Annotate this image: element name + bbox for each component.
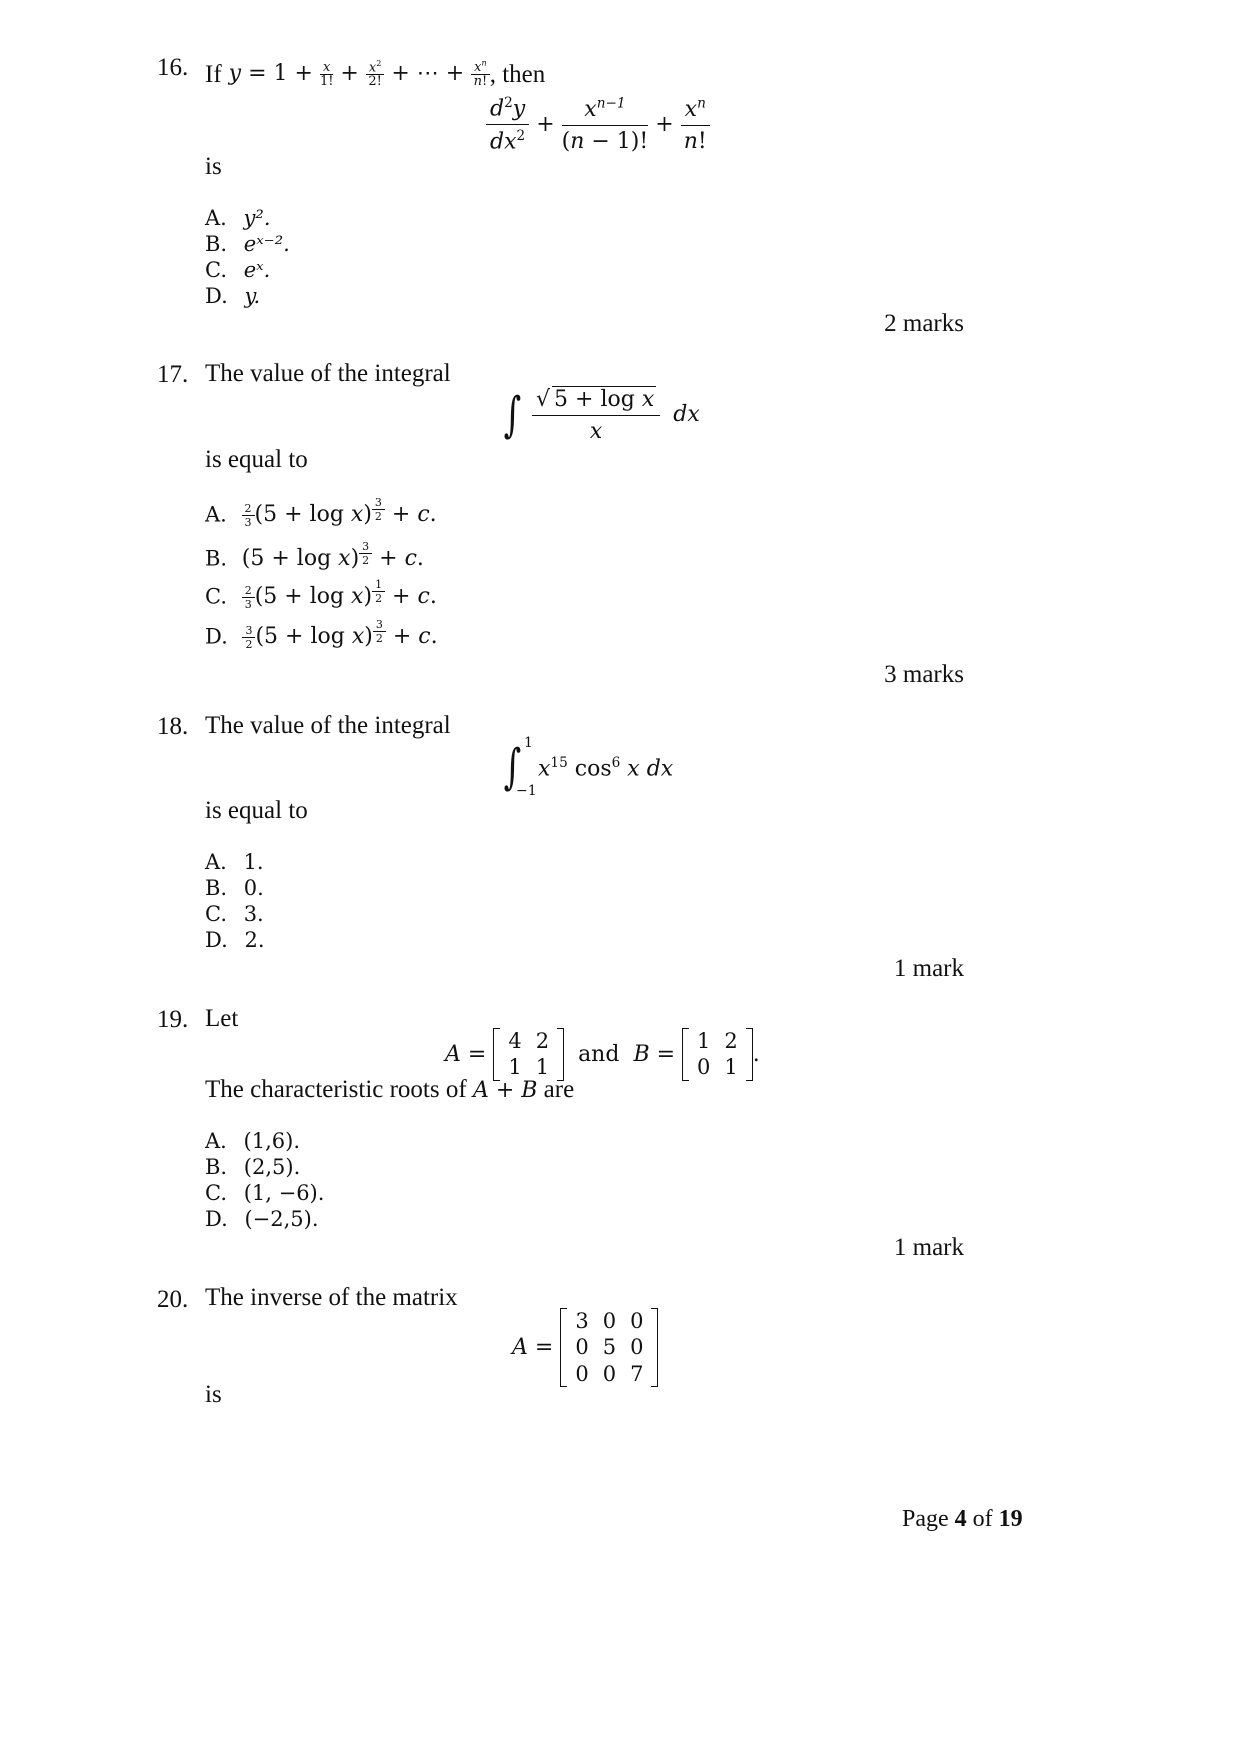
question-19-stem: Let — [205, 1005, 239, 1032]
question-19-matrices: A = 4 2 1 1 and B = 1 2 0 1 . — [445, 1029, 760, 1080]
question-19-number: 19. — [157, 1006, 189, 1033]
question-18-option-b[interactable] — [205, 876, 264, 900]
option-text: 2. — [244, 928, 265, 952]
question-19-stem-tail: The characteristic roots of A + B are — [205, 1076, 575, 1103]
integral-lower-limit: −1 — [516, 783, 537, 799]
question-18-marks: 1 mark — [893, 955, 964, 982]
matrix-a: 3 0 0 0 5 0 0 0 7 — [560, 1308, 658, 1387]
option-text: (−2,5). — [244, 1207, 319, 1231]
question-17-stem-tail: is equal to — [205, 446, 308, 473]
matrix-b: 1 2 0 1 — [682, 1028, 753, 1081]
question-17-option-a[interactable] — [205, 496, 437, 529]
option-text: eˣ. — [243, 258, 271, 282]
question-16-if: If — [205, 60, 222, 88]
question-19-option-c[interactable] — [205, 1181, 324, 1205]
question-19-option-d[interactable] — [205, 1207, 319, 1231]
option-letter: C. — [205, 1181, 227, 1205]
option-text: 1. — [243, 850, 264, 874]
question-18-option-a[interactable] — [205, 850, 264, 874]
question-17-option-d[interactable] — [205, 618, 438, 651]
and-word: and — [578, 1041, 620, 1067]
question-20-number: 20. — [157, 1286, 189, 1313]
option-letter: D. — [205, 928, 228, 952]
question-19-option-b[interactable] — [205, 1155, 300, 1179]
option-letter: B. — [205, 1155, 228, 1179]
question-16-then: , then — [489, 60, 546, 88]
option-letter: A. — [205, 502, 227, 527]
question-17-stem: The value of the integral — [205, 360, 451, 387]
question-18-stem: The value of the integral — [205, 712, 451, 739]
question-20-matrix: A = 3 0 0 0 5 0 0 0 7 — [512, 1308, 658, 1387]
question-20-stem-tail: is — [205, 1381, 222, 1408]
option-letter: C. — [205, 902, 227, 926]
question-16-option-b[interactable] — [205, 232, 290, 256]
question-17-marks: 3 marks — [884, 661, 964, 688]
integral-sign-icon: ∫ — [503, 739, 522, 795]
option-text: (1,6). — [243, 1129, 300, 1153]
question-17-integral: ∫ $\frac{\text{√ 5 + log x}}{x}$ dx — [503, 387, 700, 444]
question-17-number: 17. — [157, 361, 189, 388]
question-16-option-c[interactable] — [205, 258, 270, 282]
option-letter: A. — [205, 206, 227, 230]
question-19-option-a[interactable] — [205, 1129, 300, 1153]
question-18-option-c[interactable] — [205, 902, 264, 926]
matrix-a: 4 2 1 1 — [493, 1028, 564, 1081]
integral-upper-limit: 1 — [524, 735, 533, 751]
option-text: $\frac{2}{3}$ (5 + log x) $^{\frac{3}{2}}$ + c. — [242, 502, 437, 527]
integral-sign-icon: ∫ — [503, 387, 522, 443]
option-letter: A. — [205, 850, 227, 874]
question-16-stem-tail: is — [205, 153, 222, 180]
option-text: 3. — [243, 902, 264, 926]
option-text: (2,5). — [243, 1155, 301, 1179]
option-text: $\frac{3}{2}$ (5 + log x) $^{\frac{3}{2}}$ + c. — [242, 624, 437, 649]
question-16-option-a[interactable] — [205, 206, 271, 230]
option-letter: D. — [205, 284, 228, 308]
question-17-option-b[interactable] — [205, 540, 424, 571]
question-16-marks: 2 marks — [884, 310, 964, 337]
question-19-marks: 1 mark — [893, 1234, 964, 1261]
question-16-number: 16. — [157, 54, 189, 81]
option-letter: B. — [205, 876, 228, 900]
question-16-option-d[interactable] — [205, 284, 260, 308]
question-18-option-d[interactable] — [205, 928, 265, 952]
question-17-option-c[interactable] — [205, 578, 437, 611]
option-text: eˣ⁻². — [243, 232, 290, 256]
option-letter: D. — [205, 624, 228, 649]
option-letter: D. — [205, 1207, 228, 1231]
page-number: Page 4 of 19 — [902, 1506, 1023, 1532]
option-letter: C. — [205, 584, 227, 609]
option-text: y. — [244, 284, 261, 308]
option-text: 0. — [243, 876, 264, 900]
option-letter: B. — [205, 232, 228, 256]
question-16-series: y = 1 + $\frac{x}{1!}$ + $\frac{x^2}{2!}$ + ⋯ + $\frac{x^n}{n!}$ — [229, 60, 490, 88]
option-text: (5 + log x) $^{\frac{3}{2}}$ + c. — [241, 540, 424, 572]
question-18-number: 18. — [157, 713, 189, 740]
option-text: (1, −6). — [243, 1181, 325, 1205]
question-18-stem-tail: is equal to — [205, 797, 308, 824]
option-text: $\frac{2}{3}$ (5 + log x) $^{\frac{1}{2}}$ + c. — [242, 584, 437, 609]
question-20-stem: The inverse of the matrix — [205, 1284, 458, 1311]
question-16-stem — [205, 52, 545, 96]
option-letter: A. — [205, 1129, 227, 1153]
question-16-expression: $\frac{d^2y}{dx^2}$ + $\frac{x^{n-1}}{(n - 1)!}$ + $\frac{x^n}{n!}$ — [486, 95, 710, 155]
option-text: y². — [243, 206, 271, 230]
option-letter: B. — [205, 546, 228, 571]
option-letter: C. — [205, 258, 227, 282]
